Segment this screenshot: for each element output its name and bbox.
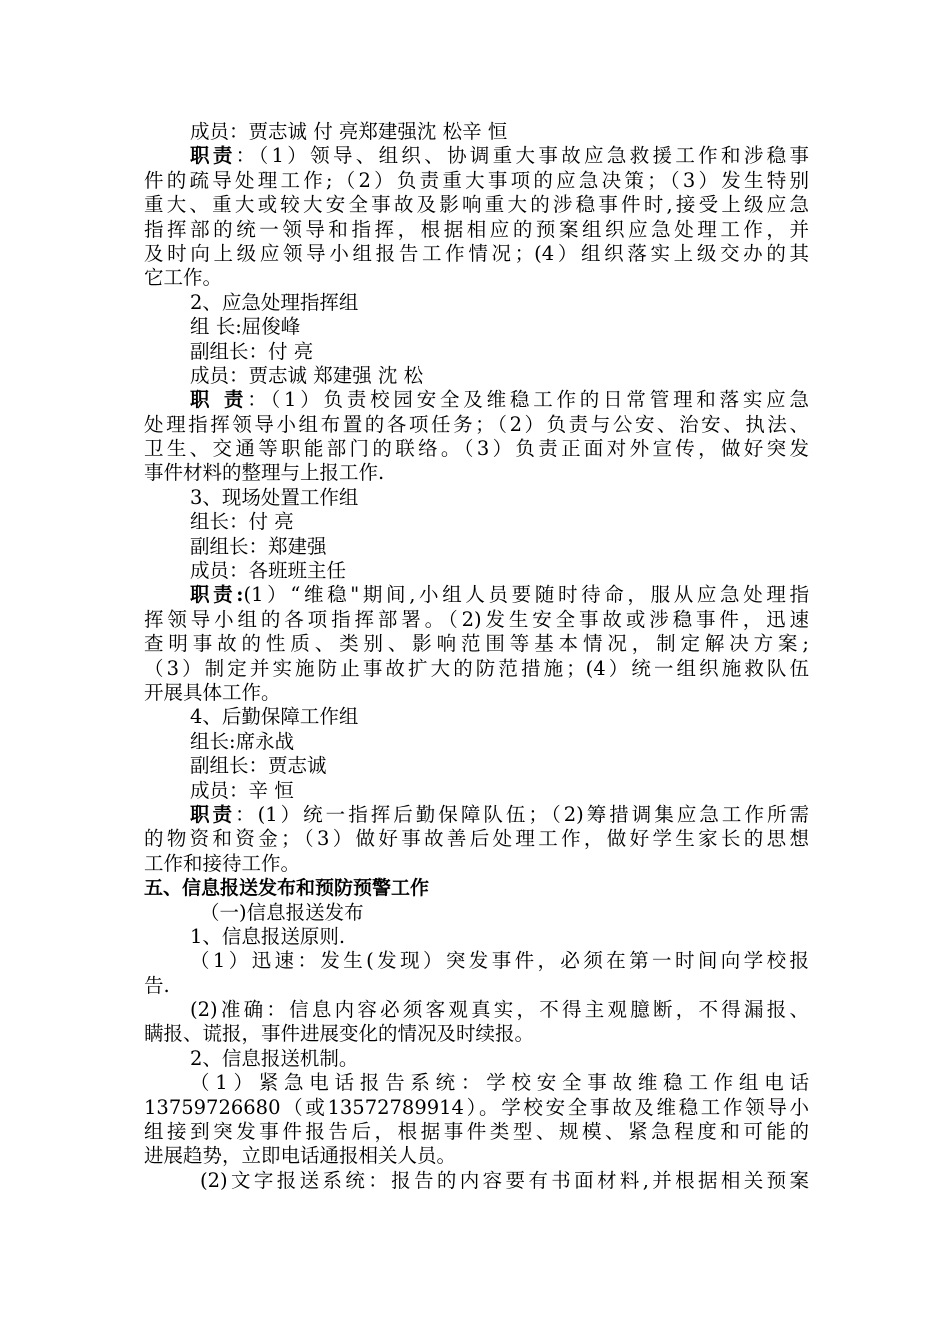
text-line: 件的疏导处理工作;（2）负责重大事项的应急决策；（3）发生特别	[144, 168, 809, 192]
duty-label: 职 责	[190, 388, 248, 412]
text-line: 副组长：付 亮	[190, 339, 314, 363]
section-heading: 五、信息报送发布和预防预警工作	[144, 877, 430, 900]
text-line: 工作和接待工作。	[144, 851, 301, 875]
text-line: 成员：贾志诚 郑建强 沈 松	[190, 363, 424, 387]
document-page	[0, 120, 950, 1193]
text-line: 重大、重大或较大安全事故及影响重大的涉稳事件时,接受上级应急	[144, 193, 809, 217]
section-subtitle: 3、现场处置工作组	[190, 485, 359, 509]
text-line: 职 责：（1）负责校园安全及维稳工作的日常管理和落实应急	[190, 388, 809, 412]
text-line: 职责:(1）“维稳"期间,小组人员要随时待命，服从应急处理指	[190, 583, 810, 607]
text-line: 查明事故的性质、类别、影响范围等基本情况，制定解决方案;	[144, 632, 809, 656]
duty-label: 职责	[190, 802, 236, 826]
text-line: 组接到突发事件报告后，根据事件类型、规模、紧急程度和可能的	[144, 1120, 809, 1144]
section-subtitle: 4、后勤保障工作组	[190, 705, 359, 729]
text-line: 组长：付 亮	[190, 510, 294, 534]
text-line: 事件材料的整理与上报工作.	[144, 461, 385, 485]
text-line: 副组长：贾志诚	[190, 754, 327, 778]
text-line: 它工作。	[144, 266, 223, 290]
text-line: （1）紧急电话报告系统：学校安全事故维稳工作组电话	[190, 1071, 809, 1095]
text-line: (2)文字报送系统：报告的内容要有书面材料,并根据相关预案	[200, 1168, 809, 1192]
text-line: 卫生、交通等职能部门的联络。（3）负责正面对外宣传，做好突发	[144, 437, 809, 461]
text-line: 告.	[144, 973, 170, 997]
duty-label: 职责:	[190, 583, 244, 607]
section-subtitle: 2、应急处理指挥组	[190, 290, 359, 314]
text-line: 瞒报、谎报，事件进展变化的情况及时续报。	[144, 1022, 535, 1046]
text-line: （1）迅速：发生(发现）突发事件，必须在第一时间向学校报	[190, 949, 809, 973]
text-line: 及时向上级应领导小组报告工作情况；(4）组织落实上级交办的其	[144, 241, 809, 265]
text-line: （3）制定并实施防止事故扩大的防范措施；(4）统一组织施救队伍	[144, 656, 809, 680]
text-line: 职责：(1）统一指挥后勤保障队伍；（2)筹措调集应急工作所需	[190, 802, 809, 826]
text-line: 指挥部的统一领导和指挥，根据相应的预案组织应急处理工作，并	[144, 217, 809, 241]
text-line: 成员：辛 恒	[190, 778, 294, 802]
text-line: 处理指挥领导小组布置的各项任务；（2）负责与公安、治安、执法、	[144, 412, 809, 436]
duty-label: 职责	[190, 144, 236, 168]
text-line: 成员：贾志诚 付 亮郑建强沈 松辛 恒	[190, 120, 508, 143]
text-line: 进展趋势，立即电话通报相关人员。	[144, 1144, 457, 1168]
text-line: 职责：（1）领导、组织、协调重大事故应急救援工作和涉稳事	[190, 144, 809, 168]
text-line: 副组长：郑建强	[190, 534, 327, 558]
text-line: 组 长:屈俊峰	[190, 315, 301, 339]
section-subtitle: 2、信息报送机制。	[190, 1046, 359, 1070]
section-subtitle: （一)信息报送发布	[200, 900, 364, 924]
text-line: 成员：各班班主任	[190, 559, 347, 583]
text-line: 13759726680（或13572789914）。学校安全事故及维稳工作领导小	[144, 1095, 809, 1119]
text-line: 的物资和资金；（3）做好事故善后处理工作，做好学生家长的思想	[144, 827, 809, 851]
section-subtitle: 1、信息报送原则.	[190, 924, 346, 948]
text-line: (2)准确：信息内容必须客观真实，不得主观臆断，不得漏报、	[190, 998, 809, 1022]
text-line: 组长:席永战	[190, 729, 295, 753]
text-line: 开展具体工作。	[144, 680, 281, 704]
text-line: 挥领导小组的各项指挥部署。（2)发生安全事故或涉稳事件，迅速	[144, 607, 809, 631]
